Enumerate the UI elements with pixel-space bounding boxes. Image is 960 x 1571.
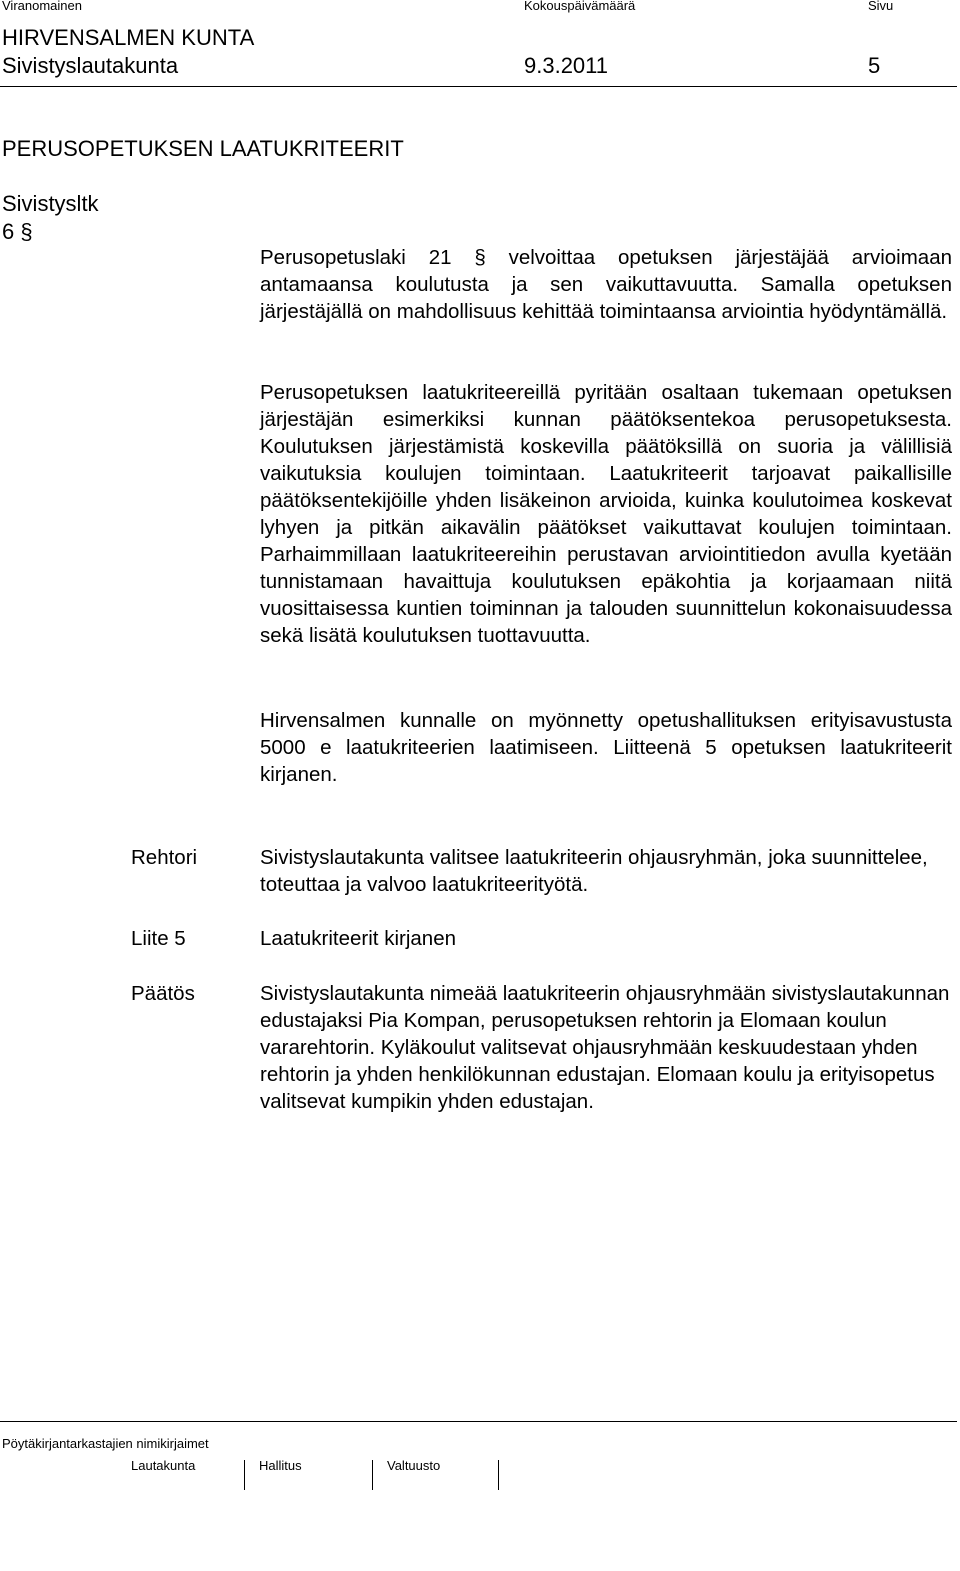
meeting-date: 9.3.2011 bbox=[524, 53, 609, 78]
municipality-name: HIRVENSALMEN KUNTA bbox=[2, 25, 255, 50]
page-number: 5 bbox=[868, 53, 881, 78]
header-label-authority: Viranomainen bbox=[2, 0, 82, 13]
signature-lautakunta: Lautakunta bbox=[131, 1458, 196, 1473]
signature-divider-1 bbox=[244, 1460, 245, 1490]
paragraph-3: Hirvensalmen kunnalle on myönnetty opetushallituksen erityisavustusta 5000 e laatukriteerien laatimiseen. Liitteenä 5 opetuksen laatukriteerit kirjanen. bbox=[260, 709, 952, 786]
signatures-label: Pöytäkirjantarkastajien nimikirjaimet bbox=[2, 1436, 209, 1451]
section-number: 6 § bbox=[2, 219, 33, 244]
section-label: Sivistysltk bbox=[2, 191, 99, 216]
paragraph-2: Perusopetuksen laatukriteereillä pyritään osaltaan tukemaan opetuksen järjestäjän esimerkiksi kunnan päätöksentekoa perusopetuksesta. Koulutuksen järjestämistä koskevilla päätöksillä on suoria ja välillisiä vaikutuksia koulujen toimintaan. Laatukriteerit tarjoavat paikallisille päätöksentekijöille yhden lisäkeinon arvioida, kuinka koulutoimea koskevat lyhyen ja pitkän aikavälin päätökset vaikuttavat koulujen toimintaan. Parhaimmillaan laatukriteereihin perustavan arviointitiedon avulla kyetään tunnistamaan havaittuja koulutuksen epäkohtia ja korjaamaan niitä vuosittaisessa kuntien toiminnan ja talouden suunnittelun kokonaisuudessa sekä lisätä koulutuksen tuottavuutta. bbox=[260, 381, 952, 647]
item-label-paatos: Päätös bbox=[131, 982, 195, 1005]
board-name: Sivistyslautakunta bbox=[2, 53, 179, 78]
signature-hallitus: Hallitus bbox=[259, 1458, 302, 1473]
signature-divider-2 bbox=[372, 1460, 373, 1490]
header-divider bbox=[0, 86, 957, 87]
footer-divider bbox=[0, 1421, 957, 1422]
item-label-rehtori: Rehtori bbox=[131, 846, 198, 869]
signature-divider-3 bbox=[498, 1460, 499, 1490]
item-text-paatos: Sivistyslautakunta nimeää laatukriteerin ohjausryhmään sivistyslautakunnan edustajaksi Pia Kompan, perusopetuksen rehtorin ja Elomaan koulun vararehtorin. Kyläkoulut valitsevat ohjausryhmään keskuudestaan yhden rehtorin ja yhden henkilökunnan edustajan. Elomaan koulu ja erityisopetus valitsevat kumpikin yhden edustajan. bbox=[260, 982, 950, 1113]
document-title: PERUSOPETUKSEN LAATUKRITEERIT bbox=[2, 136, 404, 161]
header-label-meeting-date: Kokouspäivämäärä bbox=[524, 0, 636, 13]
signature-valtuusto: Valtuusto bbox=[387, 1458, 441, 1473]
item-text-liite: Laatukriteerit kirjanen bbox=[260, 927, 456, 950]
header-label-page: Sivu bbox=[868, 0, 894, 13]
item-label-liite: Liite 5 bbox=[131, 927, 186, 950]
item-text-rehtori: Sivistyslautakunta valitsee laatukriteerin ohjausryhmän, joka suunnittelee, toteuttaa ja valvoo laatukriteerityötä. bbox=[260, 846, 928, 896]
paragraph-1: Perusopetuslaki 21 § velvoittaa opetuksen järjestäjää arvioimaan antamaansa koulutusta ja sen vaikuttavuutta. Samalla opetuksen järjestäjällä on mahdollisuus kehittää toimintaansa arviointia hyödyntämällä. bbox=[260, 246, 952, 323]
